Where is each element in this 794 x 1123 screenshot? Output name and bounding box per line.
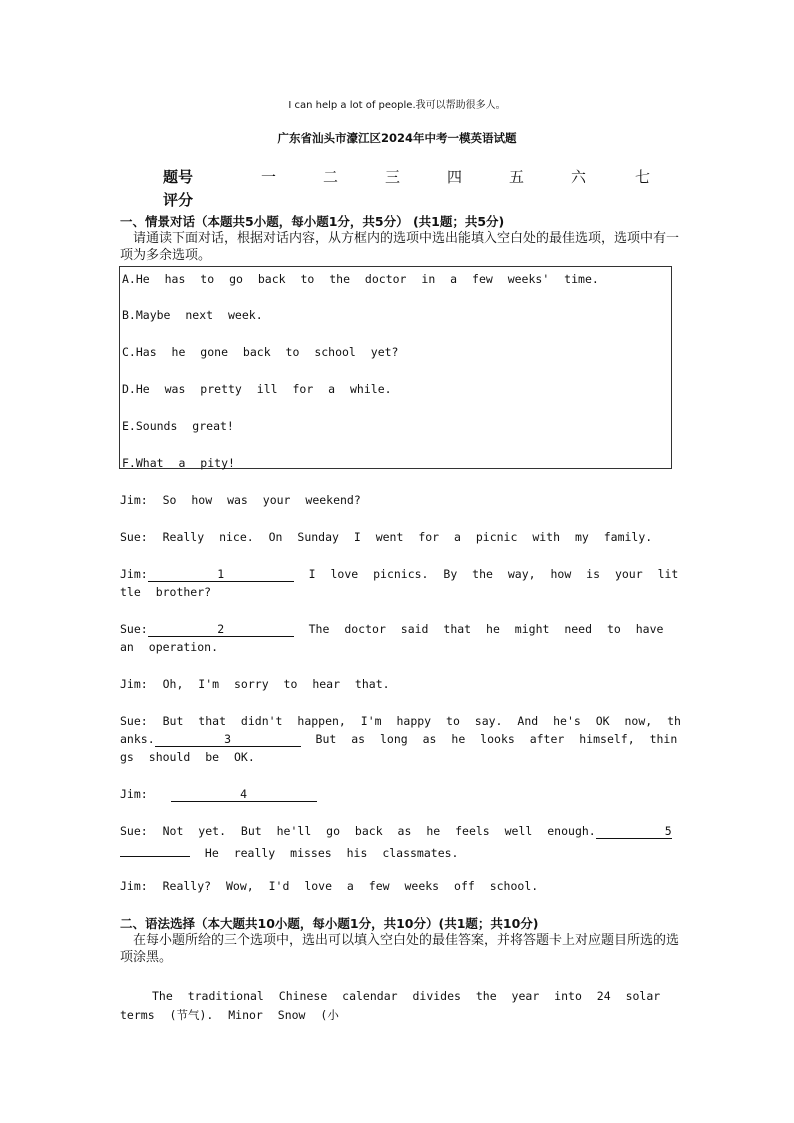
option-b: B.Maybe next week. bbox=[122, 308, 263, 322]
dialogue-line-7 bbox=[120, 787, 317, 802]
score-col-2: 二 bbox=[323, 168, 339, 186]
blank-4[interactable]: 4 bbox=[171, 787, 317, 802]
dialogue-line-4-cont: an operation. bbox=[120, 640, 219, 654]
speaker-label: Jim: bbox=[120, 787, 163, 801]
score-col-6: 六 bbox=[571, 168, 587, 186]
page-title: 广东省汕头市濠江区2024年中考一模英语试题 bbox=[277, 131, 517, 145]
dialogue-text: He really misses his classmates. bbox=[190, 846, 459, 860]
score-col-5: 五 bbox=[509, 168, 525, 186]
option-d: D.He was pretty ill for a while. bbox=[122, 382, 392, 396]
score-table-header bbox=[163, 166, 651, 187]
score-col-1: 一 bbox=[261, 168, 277, 186]
dialogue-line-8-cont bbox=[120, 842, 458, 860]
option-a: A.He has to go back to the doctor in a few weeks' time. bbox=[122, 272, 599, 286]
motto: I can help a lot of people.我可以帮助很多人。 bbox=[288, 100, 506, 111]
dialogue-line-6-cont bbox=[120, 732, 677, 747]
dialogue-line-3-cont: tle brother? bbox=[120, 585, 212, 599]
dialogue-line-1: Jim: So how was your weekend? bbox=[120, 493, 361, 507]
dialogue-line-2: Sue: Really nice. On Sunday I went for a picnic with my family. bbox=[120, 530, 653, 544]
option-e: E.Sounds great! bbox=[122, 419, 234, 433]
dialogue-line-5: Jim: Oh, I'm sorry to hear that. bbox=[120, 677, 390, 691]
passage-line-2: terms (节气). Minor Snow (小 bbox=[120, 1008, 339, 1022]
section2-instruction: 在每小题所给的三个选项中，选出可以填入空白处的最佳答案，并将答题卡上对应题目所选的选项涂黑。 bbox=[120, 933, 680, 965]
dialogue-text: I love picnics. By the way, how is your lit bbox=[293, 567, 679, 581]
dialogue-text: anks. bbox=[120, 732, 155, 746]
blank-1[interactable]: 1 bbox=[148, 567, 294, 582]
blank-2[interactable]: 2 bbox=[148, 622, 294, 637]
section1-heading: 一、情景对话（本题共5小题，每小题1分，共5分） (共1题；共5分) bbox=[120, 214, 505, 229]
blank-5-cont[interactable] bbox=[120, 842, 190, 857]
score-col-3: 三 bbox=[385, 168, 401, 186]
dialogue-line-8 bbox=[120, 824, 672, 839]
speaker-label: Sue: bbox=[120, 622, 148, 636]
dialogue-text: The doctor said that he might need to have bbox=[293, 622, 664, 636]
option-f: F.What a pity! bbox=[122, 456, 235, 470]
dialogue-line-4 bbox=[120, 622, 663, 637]
passage-line-1: The traditional Chinese calendar divides the year into 24 solar bbox=[152, 989, 661, 1003]
blank-5[interactable]: 5 bbox=[596, 824, 672, 839]
dialogue-line-9: Jim: Really? Wow, I'd love a few weeks off school. bbox=[120, 879, 539, 893]
section2-heading: 二、语法选择（本大题共10小题，每小题1分，共10分）(共1题；共10分) bbox=[120, 916, 539, 931]
score-label-question: 题号 bbox=[163, 168, 194, 186]
option-c: C.Has he gone back to school yet? bbox=[122, 345, 399, 359]
score-col-4: 四 bbox=[447, 168, 463, 186]
speaker-label: Jim: bbox=[120, 567, 148, 581]
section1-instruction: 请通读下面对话，根据对话内容，从方框内的选项中选出能填入空白处的最佳选项，选项中有一项为多余选项。 bbox=[120, 231, 680, 263]
dialogue-line-3 bbox=[120, 567, 678, 582]
dialogue-line-6-cont2: gs should be OK. bbox=[120, 750, 255, 764]
dialogue-text: But as long as he looks after himself, thin bbox=[300, 732, 678, 746]
options-box bbox=[119, 266, 672, 469]
score-label-score: 评分 bbox=[163, 191, 194, 209]
blank-3[interactable]: 3 bbox=[155, 732, 301, 747]
score-col-7: 七 bbox=[635, 168, 651, 186]
dialogue-text: Sue: Not yet. But he'll go back as he feels well enough. bbox=[120, 824, 596, 838]
dialogue-line-6: Sue: But that didn't happen, I'm happy to say. And he's OK now, th bbox=[120, 714, 681, 728]
